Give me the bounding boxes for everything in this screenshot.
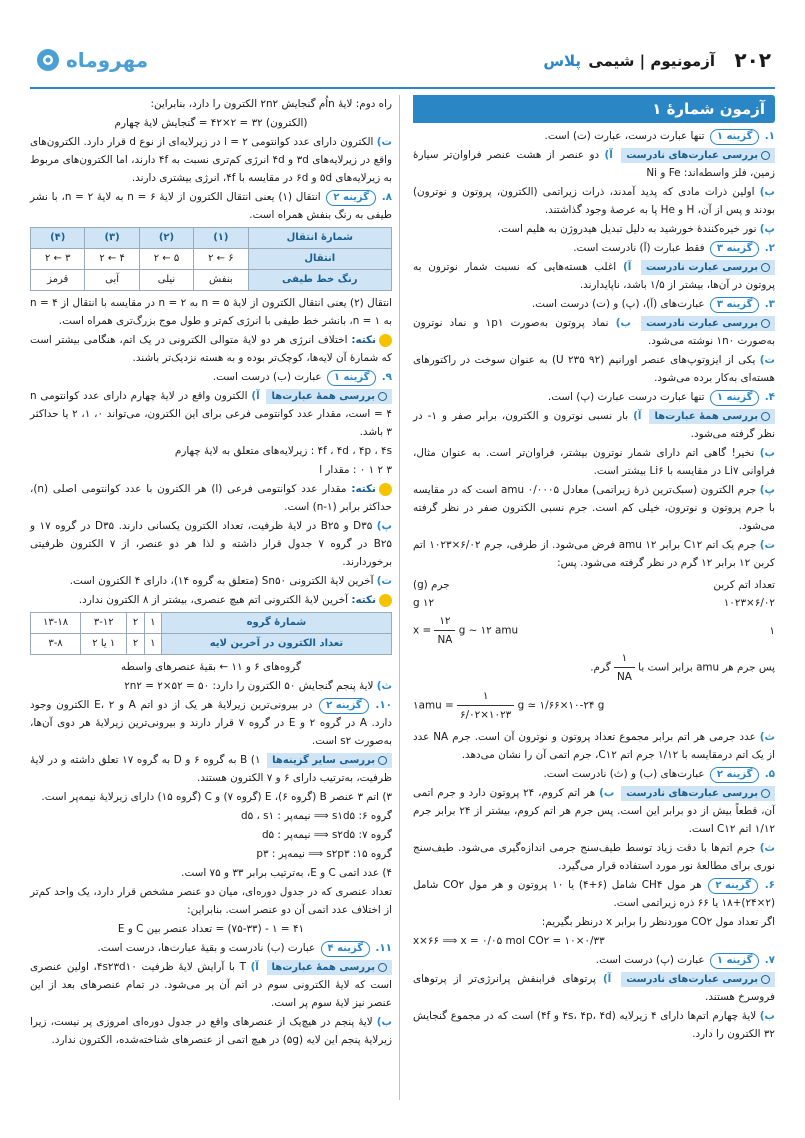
review-label: بررسی عبارت‌های نادرست [626,150,758,161]
eq-lhs: ۱amu = [413,699,454,712]
review-badge [621,786,775,801]
table-cell: ۲ [127,634,144,655]
review-label: بررسی همهٔ عبارت‌ها [654,411,758,422]
calc-line2-text: پس جرم هر amu برابر است با [638,661,775,674]
question-number: ۱۱. [375,942,392,954]
review-3 [413,314,775,350]
answer-9 [30,368,392,386]
table-header: تعداد الکترون در آخرین لایه [161,634,391,655]
magnifier-icon [761,319,770,328]
calc-eq-lhs: x = [413,624,432,637]
review-5 [413,784,775,838]
numerator: ۱ [614,649,635,668]
table-row [31,228,392,249]
logo-text: مهروماه [66,48,149,72]
review-9 [30,387,392,441]
answer-text: عبارت (پ) درست است. [595,954,705,966]
review-1 [413,146,775,182]
magnifier-icon [761,263,770,272]
tip-label: نکته: [351,334,377,346]
column-divider [399,95,400,1100]
table-row [31,270,392,291]
question-number: ۵. [764,768,775,780]
item-letter: ب) [615,317,631,329]
option-badge: گزینه ۲ [326,190,376,206]
review-label: بررسی همهٔ عبارت‌ها [271,391,375,402]
item-text: هر اتم کروم، ۲۴ پروتون دارد و جرم اتمی آن، قطعاً بیش از دو برابر این است. پس جرم هر اتم کروم، بیشتر از ۲۴ برابر جرم ۱/۱۲ اتم C۱۲ است. [413,787,775,835]
tip-label: نکته: [351,483,376,495]
table-header: شمارهٔ گروه [161,613,391,634]
question-number: ۴. [764,391,775,403]
item-text: ۱) B به گروه ۶ و D به گروه ۱۷ تعلق داشته و در لایهٔ ظرفیت، به‌ترتیب دارای ۶ و ۷ الکترون هستند. [30,754,392,784]
question-number: ۱. [764,130,775,142]
item-4th [413,728,775,764]
q10-o4b: تعداد عنصری که در جدول دوره‌ای، میان دو عنصر مشخص قرار دارد، یک واحد کم‌تر از اختلاف عدد اتمی آن دو عنصر است. بنابراین: [30,886,392,916]
tip-1 [30,331,392,367]
tip-text: آخرین لایهٔ الکترونی اتم هیچ عنصری، بیشتر از ۸ الکترون ندارد. [78,594,349,606]
answer-3 [413,295,775,313]
tip-text: مقدار عدد کوانتومی فرعی (l) هر الکترون با عدد کوانتومی اصلی (n)، حداکثر برابر (n-۱) است. [30,483,392,513]
magnifier-icon [378,756,387,765]
table-row [31,249,392,270]
option-badge: گزینه ۲ [319,698,369,714]
transition-table [30,227,392,291]
left-item-th [30,677,392,695]
item-letter: ث) [759,731,775,743]
answer-text: عبارت‌های (آ)، (پ) و (ت) درست است. [531,298,705,310]
table-cell: ۱ [144,613,161,634]
review-label: بررسی عبارت‌های نادرست [626,974,758,985]
question-number: ۶. [764,879,775,891]
left-column [30,95,392,1050]
item-3t [413,351,775,387]
item-text: جرم یک اتم C۱۲ برابر ۱۲ amu فرض می‌شود. از طرفی، جرم ۶/۰۲×۱۰۲۳ اتم کربن ۱۲ برابر ۱۲ گرم در نظر گرفته می‌شود. پس: [413,539,775,569]
table-cell: بنفش [194,270,248,291]
table-header: (۴) [31,228,85,249]
review-badge [641,260,775,275]
table-header: (۱) [194,228,248,249]
item-letter: ب) [376,1016,392,1028]
table-header: (۳) [85,228,139,249]
denominator: ۶/۰۲×۱۰۲۳ [459,709,512,721]
review-2 [413,258,775,294]
left-p1: راه دوم: لایهٔ nاُم گنجایش ۲n۲ الکترون را دارد، بنابراین: [150,98,392,110]
item-letter: آ) [250,961,259,973]
calc-col2-header: جرم (g) [413,579,450,591]
item-text: جرم الکترون (سبک‌ترین ذرهٔ زیراتمی) معادل ۰/۰۰۰۵ amu است که در مقایسه با جرم پروتون و نوترون، خیلی کم است. جرم نسبی الکترون صفر در نظر گرفته می‌شود. [413,484,775,532]
item-4p [413,481,775,535]
q10-g7: گروه ۷: s۲d۵ ⟹ نیمه‌پر : d۵ [261,829,392,841]
item-letter: ب) [759,447,775,459]
lightbulb-icon [379,483,392,496]
table-cell: ۴ ← ۲ [85,249,139,270]
q6-line: اگر تعداد مول CO۲ موردنظر را برابر x درنظر بگیریم: [541,916,775,928]
review-10 [30,751,392,787]
answer-text: عبارت (ب) درست است. [212,371,322,383]
calc-header [413,576,775,594]
page-number: ۲۰۲ [734,48,771,72]
magnifier-icon [761,789,770,798]
brand-separator: | [639,52,646,70]
fraction [457,687,514,724]
option-badge: گزینه ۲ [708,878,758,894]
item-letter: آ) [251,390,260,402]
calc-r1-b: ۱۲ g [413,597,435,609]
table-cell: ۳-۸ [31,634,81,655]
answer-10 [30,696,392,750]
answer-text: هر مول CH۴ شامل (۶+۴) یا ۱۰ پروتون و هر مول CO۲ شامل (۲×۲۴)+۱۸ یا ۶۶ ذره زیراتمی است. [413,879,775,909]
table-cell: آبی [85,270,139,291]
subject-name: شیمی [588,52,635,70]
item-letter: ت) [376,575,392,587]
q10-o4: ۴) عدد اتمی C و E، به‌ترتیب برابر ۳۳ و ۷۵ است. [181,867,392,879]
review-label: بررسی همهٔ عبارت‌ها [271,962,376,973]
item-letter: ث) [759,842,775,854]
lightbulb-icon [379,594,392,607]
item-text: نور خیره‌کنندهٔ خورشید به دلیل تبدیل هیدروژن به هلیم است. [497,223,757,235]
table-cell: قرمز [31,270,85,291]
left-item-t [30,133,392,187]
option-badge: گزینه ۳ [710,297,760,313]
review-badge [621,972,775,987]
item-letter: ت) [759,354,775,366]
q10-o4eq: ۴۱ = ۱ - (۷۵-۳۳) = تعداد عنصر بین C و E [117,923,305,935]
table-cell: ۱۳-۱۸ [31,613,81,634]
table-cell: ۶ ← ۲ [194,249,248,270]
answer-5 [413,765,775,783]
item-text: اولین ذرات مادی که پدید آمدند، ذرات زیراتمی (الکترون، پروتون و نوترون) بودند و پس از آن، H و He پا به عرصهٔ وجود گذاشتند. [413,186,775,216]
left-item-t2 [30,572,392,590]
item-equation: ۲n۲ = ۲×۵۲ = ۵۰ [124,680,210,692]
item-text: یکی از ایزوتوپ‌های عنصر اورانیم (U ۲۳۵ ۹۲) به عنوان سوخت در راکتورهای هسته‌ای به‌کار برده می‌شود. [413,354,775,384]
item-letter: آ) [633,410,642,422]
answer-text: فقط عبارت (آ) نادرست است. [573,242,705,254]
review-11 [30,958,392,1012]
answer-text: عبارت (ب) نادرست و بقیهٔ عبارت‌ها، درست است. [97,942,316,954]
item-text: دو عنصر از هشت عنصر فراوان‌تر سیارهٔ زمین، فلز واسطه‌اند: Fe و Ni [413,149,775,179]
table-cell: ۱ [144,634,161,655]
q6-equation: ۰/۳۳×۱۰ = x×۶۶ ⟹ x = ۰/۰۵ mol CO۲ [413,935,605,947]
answer-7 [413,951,775,969]
section-title: آزمون شمارهٔ ۱ [413,95,775,123]
item-text: لایهٔ چهارم اتم‌ها دارای ۴ زیرلایه (۴s، ۴p، ۴d و ۴f) است که در مجموع گنجایش ۳۲ الکترون را دارد. [413,1010,775,1040]
subshell-row: ۴f ، ۴d ، ۴p ، ۴s : زیرلایه‌های متعلق به لایهٔ چهارم [174,445,392,457]
question-number: ۱۰. [375,699,393,711]
numerator: ۱۲ [434,612,455,631]
magnifier-icon [761,412,770,421]
magnifier-icon [761,151,770,160]
header-rule [30,87,775,89]
item-text: D۳۵ و B۲۵ در لایهٔ ظرفیت، تعداد الکترون یکسانی دارند. D۳۵ در گروه ۱۷ و B۲۵ در گروه ۷ جدول قرار داشته و لذا هر دو عنصر، از ۷ الکترون ظرفیتی برخوردارند. [30,520,392,568]
page-header [30,48,775,78]
item-1p [413,220,775,238]
option-badge: گزینه ۴ [321,941,371,957]
logo-mark-icon [36,48,60,72]
item-4b [413,444,775,480]
answer-11 [30,939,392,957]
answer-text: تنها عبارت درست، عبارت (ت) است. [544,130,705,142]
option-badge: گزینه ۱ [710,390,760,406]
item-letter: ب) [759,186,775,198]
table-cell: نیلی [139,270,193,291]
item-text: عدد جرمی هر اتم برابر مجموع تعداد پروتون و نوترون آن است. جرم NA عدد از یک اتم درمقایسه با ۱/۱۲ جرم اتم C۱۲، جرم اتمی آن را نشان می‌دهد. [413,731,775,761]
tip-3 [30,591,392,609]
tip-badge [351,480,392,498]
table-cell: رنگ خط طیفی [248,270,391,291]
item-4t [413,536,775,572]
table-cell: ۳-۱۲ [81,613,127,634]
magnifier-icon [378,392,387,401]
fraction [434,612,455,649]
tip-badge [351,591,392,609]
book-brand [543,52,715,70]
question-number: ۸. [381,191,392,203]
table-cell: ۳ ← ۲ [31,249,85,270]
magnifier-icon [378,963,387,972]
review-7 [413,970,775,1006]
item-text: پرتوهای فرابنفش پرانرژی‌تر از پرتوهای فروسرخ هستند. [413,973,775,1003]
item-letter: ت) [759,539,775,551]
item-letter: ب) [759,1010,775,1022]
review-badge [266,389,392,404]
item-letter: ت) [376,136,392,148]
item-text: لایهٔ پنجم در هیچ‌یک از عنصرهای واقع در جدول دوره‌ای امروزی پر نیست، زیرا زیرلایهٔ پنجم این لایه (۵g) در هیچ اتمی از عنصرهای شناخته‌شده، الکترون ندارد. [30,1016,392,1046]
option-badge: گزینه ۳ [710,241,760,257]
review-label: بررسی سایر گزینه‌ها [272,755,376,766]
book-title: آزمونیوم [650,52,715,70]
item-text: نماد پروتون به‌صورت ۱p۱ و نماد نوترون به‌صورت ۱n۰ نوشته می‌شود. [413,317,775,347]
lightbulb-icon [379,334,392,347]
item-text: جرم اتم‌ها با دقت زیاد توسط طیف‌سنج جرمی اندازه‌گیری می‌شود. طیف‌سنج نوری برای مطالعهٔ نور مورد استفاده قرار می‌گیرد. [413,842,775,872]
item-1b [413,183,775,219]
item-11b [30,1013,392,1049]
calc-eq-rhs: g ∼ ۱۲ amu [458,624,519,637]
calculation-box [413,576,775,724]
table-cell: ۵ ← ۲ [139,249,193,270]
table-cell: ۲ [127,613,144,634]
fraction [614,649,635,686]
item-text: آخرین لایهٔ الکترونی Sn۵۰ (متعلق به گروه ۱۴)، دارای ۴ الکترون است. [69,575,374,587]
left-item-p [30,517,392,571]
item-text: T با آرایش لایهٔ ظرفیت ۴s۲۳d۱۰، اولین عنصری است که لایهٔ الکترونی سوم در اتم آن پر می‌شود. در تمام عنصرهای بعد از این عنصر نیز لایهٔ سوم پر است. [30,961,392,1009]
item-text: بار نسبی نوترون و الکترون، برابر صفر و ۱- در نظر گرفته می‌شود. [413,410,775,440]
item-text: الکترون واقع در لایهٔ چهارم دارای عدد کوانتومی n = ۴ است، مقدار عدد کوانتومی فرعی برای این الکترون، می‌تواند ۰، ۱، ۲ یا حداکثر ۳ باشد. [30,390,392,438]
review-badge [621,148,775,163]
table-cell: ۱ یا ۲ [81,634,127,655]
review-label: بررسی عبارت نادرست [646,318,759,329]
denominator: NA [437,634,453,646]
calc-col1-header: تعداد اتم کربن [713,579,775,591]
q10-g15: گروه ۱۵: s۲p۳ ⟹ نیمه‌پر : p۳ [256,848,392,860]
group-table [30,612,392,655]
magnifier-icon [761,975,770,984]
review-badge [267,753,392,768]
calc-r2-b [413,612,518,649]
item-text: اغلب هسته‌هایی که نسبت شمار نوترون به پروتون در آن‌ها، بیشتر از ۱/۵ باشد، ناپایدارند. [413,261,775,291]
review-4 [413,407,775,443]
answer-8 [30,188,392,224]
item-text: لایهٔ پنجم گنجایش ۵۰ الکترون را دارد: [212,680,374,692]
tip-badge [351,331,392,349]
calc-r2-a: ۱ [769,624,775,637]
review-badge [649,409,775,424]
item-text: الکترون دارای عدد کوانتومی l = ۲ در زیرلایه‌ای از نوع d قرار دارد. الکترون‌های واقع در زیرلایه‌های ۳d و ۴d انرژی کم‌تری نسبت به ۴f دارند، اما الکترون‌های مربوط به زیرلایه‌های ۵d و ۶d در مقایسه با ۴f، انرژی بیشتری دارند. [30,136,392,184]
calc-r1-a: ۶/۰۲×۱۰۲۳ [723,597,775,609]
option-badge: گزینه ۲ [710,767,760,783]
item-5th [413,839,775,875]
item-letter: پ) [759,484,775,496]
tip-text: اختلاف انرژی هر دو لایهٔ متوالی الکترونی در یک اتم، هنگامی بیشتر است که شمارهٔ آن لایه‌ها، کوچک‌تر بوده و به هسته نزدیک‌تر باشند. [30,334,392,364]
table-header: شمارهٔ انتقال [248,228,391,249]
left-p8b: انتقال (۲) یعنی انتقال الکترون از لایهٔ n = ۵ به n = ۲ در مقایسه با انتقال از n = ۴ به n = ۱، بانشر خط طیفی با انرژی کم‌تر و طول موج بزرگ‌تری همراه است. [30,297,393,327]
answer-text: در بیرونی‌ترین زیرلایهٔ هر یک از دو اتم A و E، ۲ الکترون وجود دارد. A در گروه ۲ و E در گروه ۷ قرار دارند و بیرونی‌ترین زیرلایهٔ هر دوی آن‌ها، به‌صورت s۲ است. [30,699,393,747]
table-row [31,613,392,634]
left-p1-eq: (الکترون) ۳۲ = ۲×۴۲ = گنجایش لایهٔ چهارم [114,117,308,129]
item-letter: آ) [604,149,613,161]
question-number: ۳. [764,298,775,310]
question-number: ۹. [381,371,392,383]
calc-row1 [413,594,775,612]
review-label: بررسی عبارت‌های نادرست [626,788,758,799]
table2-note: گروه‌های ۶ و ۱۱ ← بقیهٔ عنصرهای واسطه [121,661,301,673]
amu-equation [413,687,775,724]
item-letter: پ) [759,223,775,235]
q10-o3: ۳) اتم ۳ عنصر B (گروه ۶)، E (گروه ۷) و C (گروه ۱۵) دارای زیرلایهٔ نیمه‌پر است. [41,791,392,803]
tip-2 [30,480,392,516]
question-number: ۲. [764,242,775,254]
q10-g6: گروه ۶: s۱d۵ ⟹ نیمه‌پر : d۵ ، s۱ [240,810,392,822]
publisher-logo [36,48,148,72]
item-letter: ث) [376,680,392,692]
review-badge [641,316,775,331]
item-letter: ب) [599,787,615,799]
item-7b [413,1007,775,1043]
review-badge [267,960,393,975]
answer-text: عبارت‌های (ب) و (ث) نادرست است. [543,768,705,780]
answer-2 [413,239,775,257]
table-header: (۲) [139,228,193,249]
answer-1 [413,127,775,145]
table-row [31,634,392,655]
item-letter: آ) [622,261,632,273]
plus-label: پلاس [543,52,582,70]
option-badge: گزینه ۱ [710,953,760,969]
answer-6 [413,876,775,912]
item-letter: آ) [602,973,612,985]
l-value-row: ۳ ۲ ۱ ۰ : مقدار l [319,464,392,476]
answer-text: انتقال (۱) یعنی انتقال الکترون از لایهٔ n = ۶ به لایهٔ n = ۲، با نشر طیفی به رنگ بنفش همراه است. [30,191,392,221]
answer-text: تنها عبارت درست عبارت (پ) است. [547,391,705,403]
calc-line2-post: گرم. [590,661,611,674]
eq-rhs: g ≃ ۱/۶۶×۱۰-۲۴ g [517,699,605,712]
item-text: نخیر! گاهی اتم دارای شمار نوترون بیشتر، فراوان‌تر است. به عنوان مثال، فراوانی Li۷ در مقایسه با Li۶ بیشتر است. [413,447,775,477]
denominator: NA [616,671,632,683]
calc-row2 [413,612,775,649]
review-label: بررسی عبارت نادرست [646,262,758,273]
option-badge: گزینه ۱ [710,129,760,145]
right-column [413,95,775,1044]
question-number: ۷. [764,954,775,966]
numerator: ۱ [457,687,514,706]
tip-label: نکته: [351,594,376,606]
calc-line2 [413,649,775,686]
table-cell: انتقال [248,249,391,270]
answer-4 [413,388,775,406]
item-letter: پ) [376,520,392,532]
option-badge: گزینه ۱ [327,370,377,386]
